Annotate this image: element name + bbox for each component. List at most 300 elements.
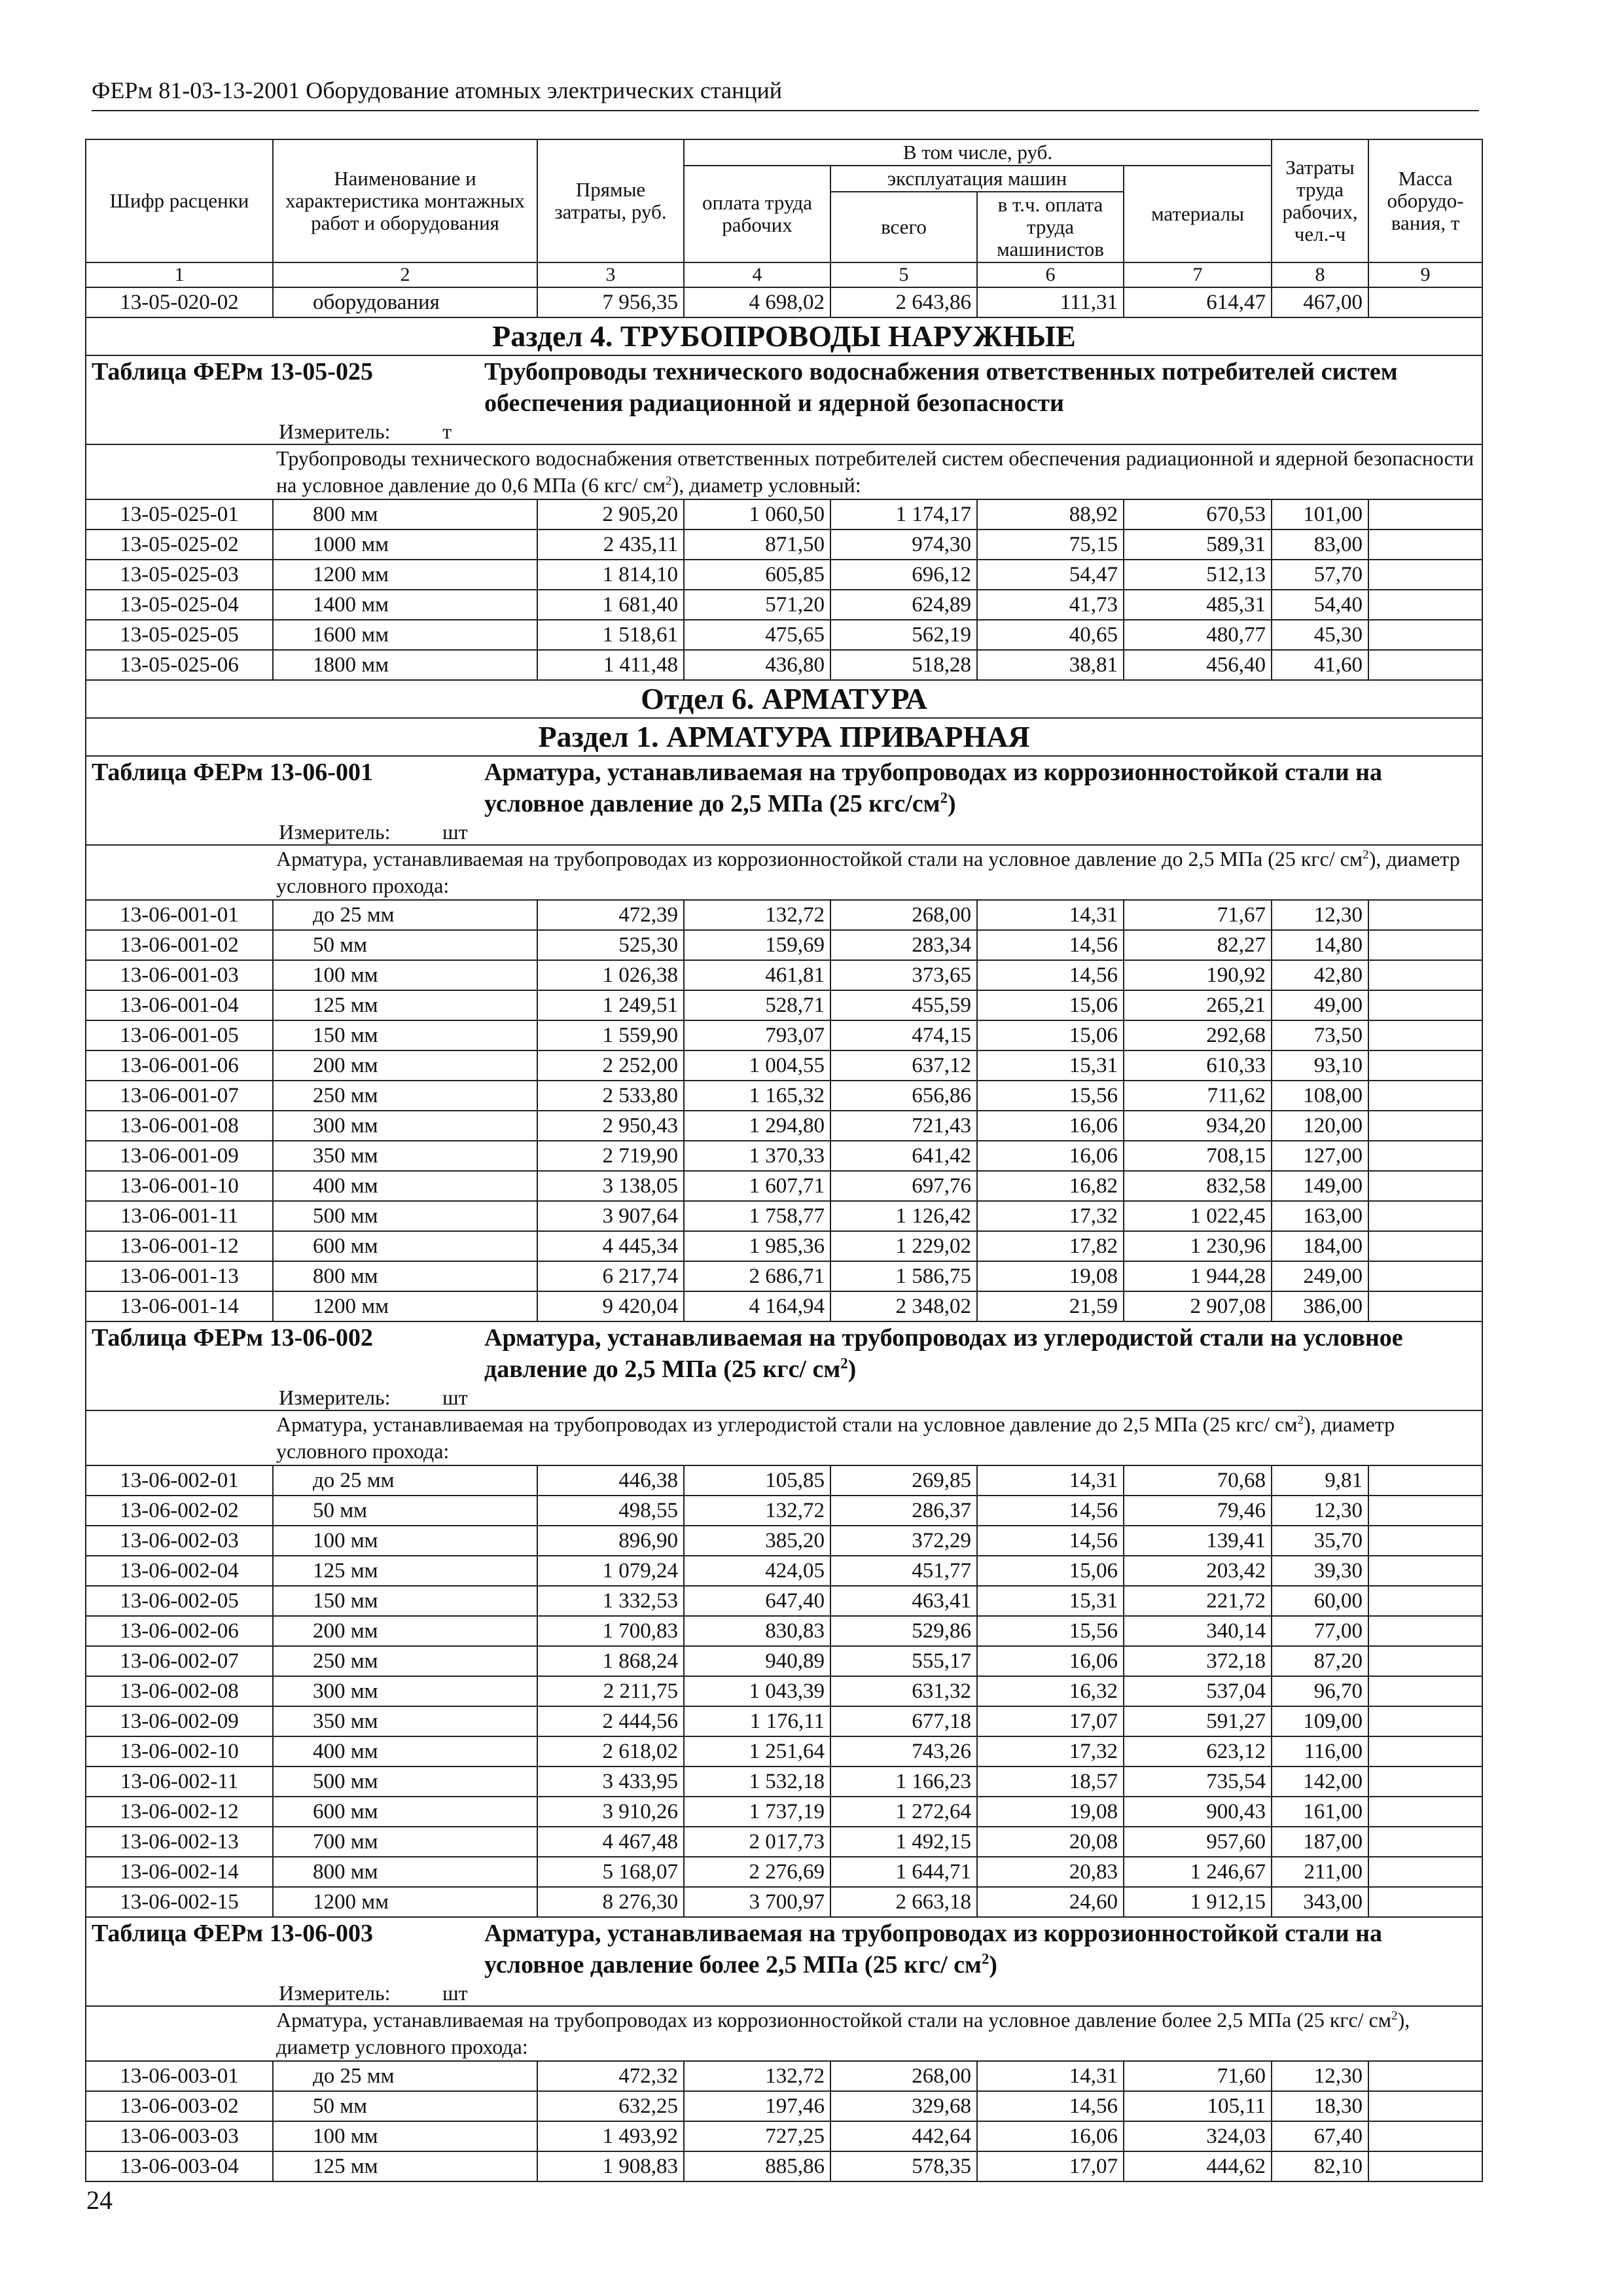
rate-name: до 25 мм [273,2061,537,2091]
rate-code: 13-06-003-04 [86,2151,273,2181]
rate-value [1368,1616,1482,1646]
table-row [86,620,1482,650]
rate-code: 13-06-002-11 [86,1767,273,1797]
rate-value: 49,00 [1272,990,1368,1020]
rate-value: 67,40 [1272,2121,1368,2151]
column-number: 6 [977,262,1124,287]
rate-value [1368,1496,1482,1526]
description-end: ), диаметр условного прохода: [276,2008,1410,2058]
rate-value: 184,00 [1272,1231,1368,1261]
rate-value: 16,06 [977,1141,1124,1171]
table-title-row [86,1917,1482,1981]
rate-name: оборудования [273,287,537,317]
rate-code: 13-06-001-13 [86,1261,273,1291]
rate-value: 934,20 [1124,1111,1272,1141]
rate-value: 472,32 [537,2061,684,2091]
rate-value [1368,2091,1482,2121]
rate-value [1368,1171,1482,1201]
rate-code: 13-06-001-11 [86,1201,273,1231]
table-row [86,1676,1482,1706]
table-body [86,287,1482,2181]
rate-value: 1 060,50 [684,499,830,529]
table-title-end: ) [847,1355,857,1383]
rate-value: 39,30 [1272,1556,1368,1586]
rate-value: 19,08 [977,1261,1124,1291]
rate-value: 20,08 [977,1827,1124,1857]
rate-value: 735,54 [1124,1767,1272,1797]
rate-value: 743,26 [830,1736,977,1767]
rate-value: 444,62 [1124,2151,1272,2181]
rate-value: 605,85 [684,560,830,590]
rate-code: 13-06-001-12 [86,1231,273,1261]
page-header: ФЕРм 81-03-13-2001 Оборудование атомных электрических станций [92,76,1479,111]
rate-value: 15,31 [977,1050,1124,1081]
rate-value: 77,00 [1272,1616,1368,1646]
rate-code: 13-06-001-06 [86,1050,273,1081]
table-title-text: Арматура, устанавливаемая на трубопроводах из коррозионностойкой стали на условное давление более 2,5 МПа (25 кгс/ см [484,1920,1383,1979]
rate-value: 292,68 [1124,1020,1272,1050]
rate-value: 721,43 [830,1111,977,1141]
rate-value: 17,82 [977,1231,1124,1261]
table-row [86,1736,1482,1767]
table-row [86,529,1482,560]
description-sup: 2 [666,474,672,488]
rate-value: 15,56 [977,1616,1124,1646]
table-title [484,1322,1476,1385]
table-row [86,1526,1482,1556]
table-row [86,1050,1482,1081]
section-heading-row [86,718,1482,756]
rate-value: 19,08 [977,1797,1124,1827]
rate-value: 525,30 [537,930,684,960]
rate-code: 13-06-001-05 [86,1020,273,1050]
rate-value [1368,1081,1482,1111]
rate-value: 696,12 [830,560,977,590]
rate-value: 974,30 [830,529,977,560]
rate-value: 2 444,56 [537,1706,684,1736]
measure-row [86,1385,1482,1410]
rate-code: 13-06-001-08 [86,1111,273,1141]
rate-value: 2 686,71 [684,1261,830,1291]
rate-name: 150 мм [273,1586,537,1616]
measure-cell [86,1385,1482,1410]
table-title-sup: 2 [840,1355,848,1372]
rate-value [1368,529,1482,560]
rate-value: 1 176,11 [684,1706,830,1736]
rate-code: 13-06-002-13 [86,1827,273,1857]
description-text: Арматура, устанавливаемая на трубопроводах из углеродистой стали на условное давление до 2,5 МПа (25 кгс/ см [276,1412,1298,1436]
rate-value: 1 737,19 [684,1797,830,1827]
rate-value: 15,06 [977,1556,1124,1586]
measure-cell [86,419,1482,444]
rate-value: 132,72 [684,2061,830,2091]
table-title-text: Арматура, устанавливаемая на трубопроводах из углеродистой стали на условное давление до 2,5 МПа (25 кгс/ см [484,1324,1403,1383]
rate-name: 800 мм [273,1857,537,1887]
rate-value: 75,15 [977,529,1124,560]
column-number: 4 [684,262,830,287]
rate-code: 13-06-002-01 [86,1465,273,1496]
rate-value: 38,81 [977,650,1124,680]
rate-code: 13-06-002-09 [86,1706,273,1736]
rate-value: 1 229,02 [830,1231,977,1261]
table-title-row [86,355,1482,419]
rate-code: 13-06-003-03 [86,2121,273,2151]
rate-name: 125 мм [273,2151,537,2181]
table-label: Таблица ФЕРм 13-06-002 [92,1324,373,1352]
rate-value: 2 533,80 [537,1081,684,1111]
rate-name: 250 мм [273,1646,537,1676]
rate-value: 1 518,61 [537,620,684,650]
description-cell [86,1410,1482,1465]
rate-value: 109,00 [1272,1706,1368,1736]
rate-value: 2 276,69 [684,1857,830,1887]
rate-value: 436,80 [684,650,830,680]
rate-name: 1600 мм [273,620,537,650]
rate-value: 578,35 [830,2151,977,2181]
rate-value: 73,50 [1272,1020,1368,1050]
rate-code: 13-05-025-01 [86,499,273,529]
rate-value: 54,40 [1272,590,1368,620]
rate-value: 2 643,86 [830,287,977,317]
rate-value: 149,00 [1272,1171,1368,1201]
rate-value: 571,20 [684,590,830,620]
rate-value: 57,70 [1272,560,1368,590]
rate-value: 87,20 [1272,1646,1368,1676]
table-row [86,1706,1482,1736]
rate-value [1368,1586,1482,1616]
rate-value: 14,56 [977,1526,1124,1556]
table-title-row [86,1321,1482,1385]
rate-value: 18,57 [977,1767,1124,1797]
section-heading-row [86,680,1482,718]
rate-value: 1 912,15 [1124,1887,1272,1917]
rate-value: 45,30 [1272,620,1368,650]
section-heading: Раздел 4. ТРУБОПРОВОДЫ НАРУЖНЫЕ [86,317,1482,355]
rate-code: 13-06-001-09 [86,1141,273,1171]
rate-value: 88,92 [977,499,1124,529]
rate-name: 800 мм [273,499,537,529]
rate-name: 100 мм [273,1526,537,1556]
rate-value: 455,59 [830,990,977,1020]
rate-value: 1 272,64 [830,1797,977,1827]
rate-value: 467,00 [1272,287,1368,317]
rate-value [1368,930,1482,960]
rate-value: 623,12 [1124,1736,1272,1767]
table-row [86,499,1482,529]
rate-value: 1 249,51 [537,990,684,1020]
measure-label: Измеритель: [279,420,391,443]
rates-table [85,139,1483,2182]
rate-value: 485,31 [1124,590,1272,620]
rate-value [1368,1141,1482,1171]
rate-value: 187,00 [1272,1827,1368,1857]
rate-name: 1200 мм [273,560,537,590]
column-number: 5 [830,262,977,287]
rate-value: 203,42 [1124,1556,1272,1586]
rate-value: 940,89 [684,1646,830,1676]
column-number: 2 [273,262,537,287]
rate-value: 529,86 [830,1616,977,1646]
rate-name: 50 мм [273,930,537,960]
rate-value: 1 174,17 [830,499,977,529]
rate-value: 1 681,40 [537,590,684,620]
rate-code: 13-06-001-03 [86,960,273,990]
rate-value: 54,47 [977,560,1124,590]
table-row [86,1020,1482,1050]
rate-value: 17,32 [977,1736,1124,1767]
section-heading: Раздел 1. АРМАТУРА ПРИВАРНАЯ [86,718,1482,756]
rate-value [1368,2061,1482,2091]
rate-code: 13-06-002-03 [86,1526,273,1556]
description-row [86,845,1482,900]
rate-value: 268,00 [830,900,977,930]
rate-value: 1 944,28 [1124,1261,1272,1291]
rate-value: 1 908,83 [537,2151,684,2181]
rate-value: 15,56 [977,1081,1124,1111]
table-title-row [86,756,1482,819]
rate-value [1368,287,1482,317]
rate-code: 13-05-025-02 [86,529,273,560]
rate-value: 14,56 [977,2091,1124,2121]
measure-row [86,419,1482,444]
rate-value: 2 252,00 [537,1050,684,1081]
rate-value: 373,65 [830,960,977,990]
table-row [86,960,1482,990]
rate-value [1368,1736,1482,1767]
rate-value: 7 956,35 [537,287,684,317]
rate-code: 13-06-002-05 [86,1586,273,1616]
rate-value: 24,60 [977,1887,1124,1917]
table-row [86,900,1482,930]
rate-name: 600 мм [273,1797,537,1827]
table-title-sup: 2 [940,789,948,806]
measure-unit: т [442,420,452,443]
rate-value: 424,05 [684,1556,830,1586]
table-row [86,1496,1482,1526]
rate-value: 142,00 [1272,1767,1368,1797]
rate-value: 896,90 [537,1526,684,1556]
rate-value: 1 700,83 [537,1616,684,1646]
measure-cell [86,1981,1482,2006]
table-row [86,1857,1482,1887]
description-text: Арматура, устанавливаемая на трубопроводах из коррозионностойкой стали на условное давление более 2,5 МПа (25 кгс/ см [276,2008,1392,2032]
table-row [86,1616,1482,1646]
rate-value: 286,37 [830,1496,977,1526]
rate-value: 957,60 [1124,1827,1272,1857]
table-row [86,650,1482,680]
table-row [86,590,1482,620]
rate-code: 13-06-001-04 [86,990,273,1020]
rate-value: 163,00 [1272,1201,1368,1231]
rate-value: 1 493,92 [537,2121,684,2151]
rate-value: 14,56 [977,960,1124,990]
rate-value: 480,77 [1124,620,1272,650]
rate-name: 100 мм [273,2121,537,2151]
rate-value: 631,32 [830,1676,977,1706]
rate-code: 13-05-025-03 [86,560,273,590]
description-row [86,1410,1482,1465]
rate-value: 1 230,96 [1124,1231,1272,1261]
rate-value: 442,64 [830,2121,977,2151]
rate-code: 13-05-025-06 [86,650,273,680]
description-sup: 2 [1391,2009,1398,2023]
rate-value [1368,1556,1482,1586]
measure-label: Измеритель: [279,1386,391,1409]
rate-value: 451,77 [830,1556,977,1586]
col-direct-header: Прямые затраты, руб. [537,139,684,262]
rate-value: 711,62 [1124,1081,1272,1111]
rate-value [1368,1050,1482,1081]
rate-code: 13-06-002-12 [86,1797,273,1827]
table-row [86,1797,1482,1827]
rate-value: 1 079,24 [537,1556,684,1586]
rate-code: 13-06-002-10 [86,1736,273,1767]
rate-code: 13-06-001-01 [86,900,273,930]
rate-value: 537,04 [1124,1676,1272,1706]
rate-value [1368,650,1482,680]
rate-value: 1 043,39 [684,1676,830,1706]
rate-value [1368,2121,1482,2151]
table-row [86,1465,1482,1496]
table-title [484,1918,1476,1981]
rate-value [1368,1706,1482,1736]
rate-value: 17,07 [977,2151,1124,2181]
rate-value: 265,21 [1124,990,1272,1020]
rate-value: 871,50 [684,529,830,560]
rate-value: 41,73 [977,590,1124,620]
rate-name: 1200 мм [273,1291,537,1321]
rate-name: 500 мм [273,1201,537,1231]
col-incl-header: В том числе, руб. [684,139,1272,166]
rate-value: 3 433,95 [537,1767,684,1797]
section-heading-row [86,317,1482,355]
rate-value: 116,00 [1272,1736,1368,1767]
rate-value: 3 907,64 [537,1201,684,1231]
rate-value [1368,1526,1482,1556]
rate-value: 456,40 [1124,650,1272,680]
rate-value: 610,33 [1124,1050,1272,1081]
rate-value: 1 868,24 [537,1646,684,1676]
measure-row [86,1981,1482,2006]
rate-value: 1 026,38 [537,960,684,990]
rate-value: 3 138,05 [537,1171,684,1201]
rate-value: 5 168,07 [537,1857,684,1887]
rate-value: 4 698,02 [684,287,830,317]
rate-name: 400 мм [273,1736,537,1767]
rate-value: 283,34 [830,930,977,960]
rate-code: 13-06-002-06 [86,1616,273,1646]
rate-value: 1 166,23 [830,1767,977,1797]
rate-name: 150 мм [273,1020,537,1050]
rate-value: 647,40 [684,1586,830,1616]
rate-value: 93,10 [1272,1050,1368,1081]
rate-value: 105,85 [684,1465,830,1496]
table-row [86,2151,1482,2181]
rate-name: 1200 мм [273,1887,537,1917]
rate-value: 82,10 [1272,2151,1368,2181]
rate-value: 324,03 [1124,2121,1272,2151]
rate-name: 300 мм [273,1676,537,1706]
column-numbers-row [86,262,1482,287]
table-title-text: Трубопроводы технического водоснабжения ответственных потребителей систем обеспечения радиационной и ядерной безопасности [484,358,1398,417]
rate-value [1368,1465,1482,1496]
rate-value: 2 211,75 [537,1676,684,1706]
rate-value: 9,81 [1272,1465,1368,1496]
table-row [86,287,1482,317]
rate-value [1368,1676,1482,1706]
rate-value: 2 905,20 [537,499,684,529]
table-title-cell [86,355,1482,419]
section-heading: Отдел 6. АРМАТУРА [86,680,1482,718]
description-text: Арматура, устанавливаемая на трубопроводах из коррозионностойкой стали на условное давление до 2,5 МПа (25 кгс/ см [276,847,1363,870]
rate-code: 13-06-001-02 [86,930,273,960]
rate-value: 614,47 [1124,287,1272,317]
rate-name: 125 мм [273,990,537,1020]
rate-value: 624,89 [830,590,977,620]
table-row [86,2061,1482,2091]
table-title-sup: 2 [981,1950,990,1967]
table-title-cell [86,1321,1482,1385]
rate-value: 42,80 [1272,960,1368,990]
rate-value: 474,15 [830,1020,977,1050]
rate-code: 13-06-002-14 [86,1857,273,1887]
rate-value: 2 907,08 [1124,1291,1272,1321]
rate-value: 4 467,48 [537,1827,684,1857]
col-mass-header: Масса оборудо-вания, т [1368,139,1482,262]
rate-name: 1800 мм [273,650,537,680]
rate-value [1368,990,1482,1020]
rate-code: 13-06-002-08 [86,1676,273,1706]
rate-value: 14,56 [977,930,1124,960]
rate-value: 139,41 [1124,1526,1272,1556]
rate-name: 100 мм [273,960,537,990]
rate-value: 591,27 [1124,1706,1272,1736]
rate-value [1368,1291,1482,1321]
measure-unit: шт [442,1981,468,2005]
rate-value [1368,1261,1482,1291]
rate-value: 83,00 [1272,529,1368,560]
col-labor-hours-header: Затраты труда рабочих, чел.-ч [1272,139,1368,262]
table-row [86,990,1482,1020]
rate-value: 190,92 [1124,960,1272,990]
rate-value [1368,1827,1482,1857]
rate-value: 2 663,18 [830,1887,977,1917]
rate-name: 800 мм [273,1261,537,1291]
table-title-text: Арматура, устанавливаемая на трубопроводах из коррозионностойкой стали на условное давление до 2,5 МПа (25 кгс/см [484,759,1383,817]
column-number: 8 [1272,262,1368,287]
rate-name: 1000 мм [273,529,537,560]
rate-value: 1 370,33 [684,1141,830,1171]
rate-value: 14,80 [1272,930,1368,960]
column-number: 1 [86,262,273,287]
rate-value [1368,1111,1482,1141]
measure-row [86,819,1482,845]
rate-value: 1 607,71 [684,1171,830,1201]
rate-value: 562,19 [830,620,977,650]
rate-name: 50 мм [273,2091,537,2121]
rate-value: 1 532,18 [684,1767,830,1797]
rate-value: 1 559,90 [537,1020,684,1050]
rate-value: 472,39 [537,900,684,930]
table-title-end: ) [989,1951,997,1979]
rate-value: 249,00 [1272,1261,1368,1291]
description-sup: 2 [1297,1413,1304,1427]
rate-value: 832,58 [1124,1171,1272,1201]
table-row [86,1887,1482,1917]
table-row [86,1586,1482,1616]
column-number: 3 [537,262,684,287]
description-row [86,2006,1482,2061]
